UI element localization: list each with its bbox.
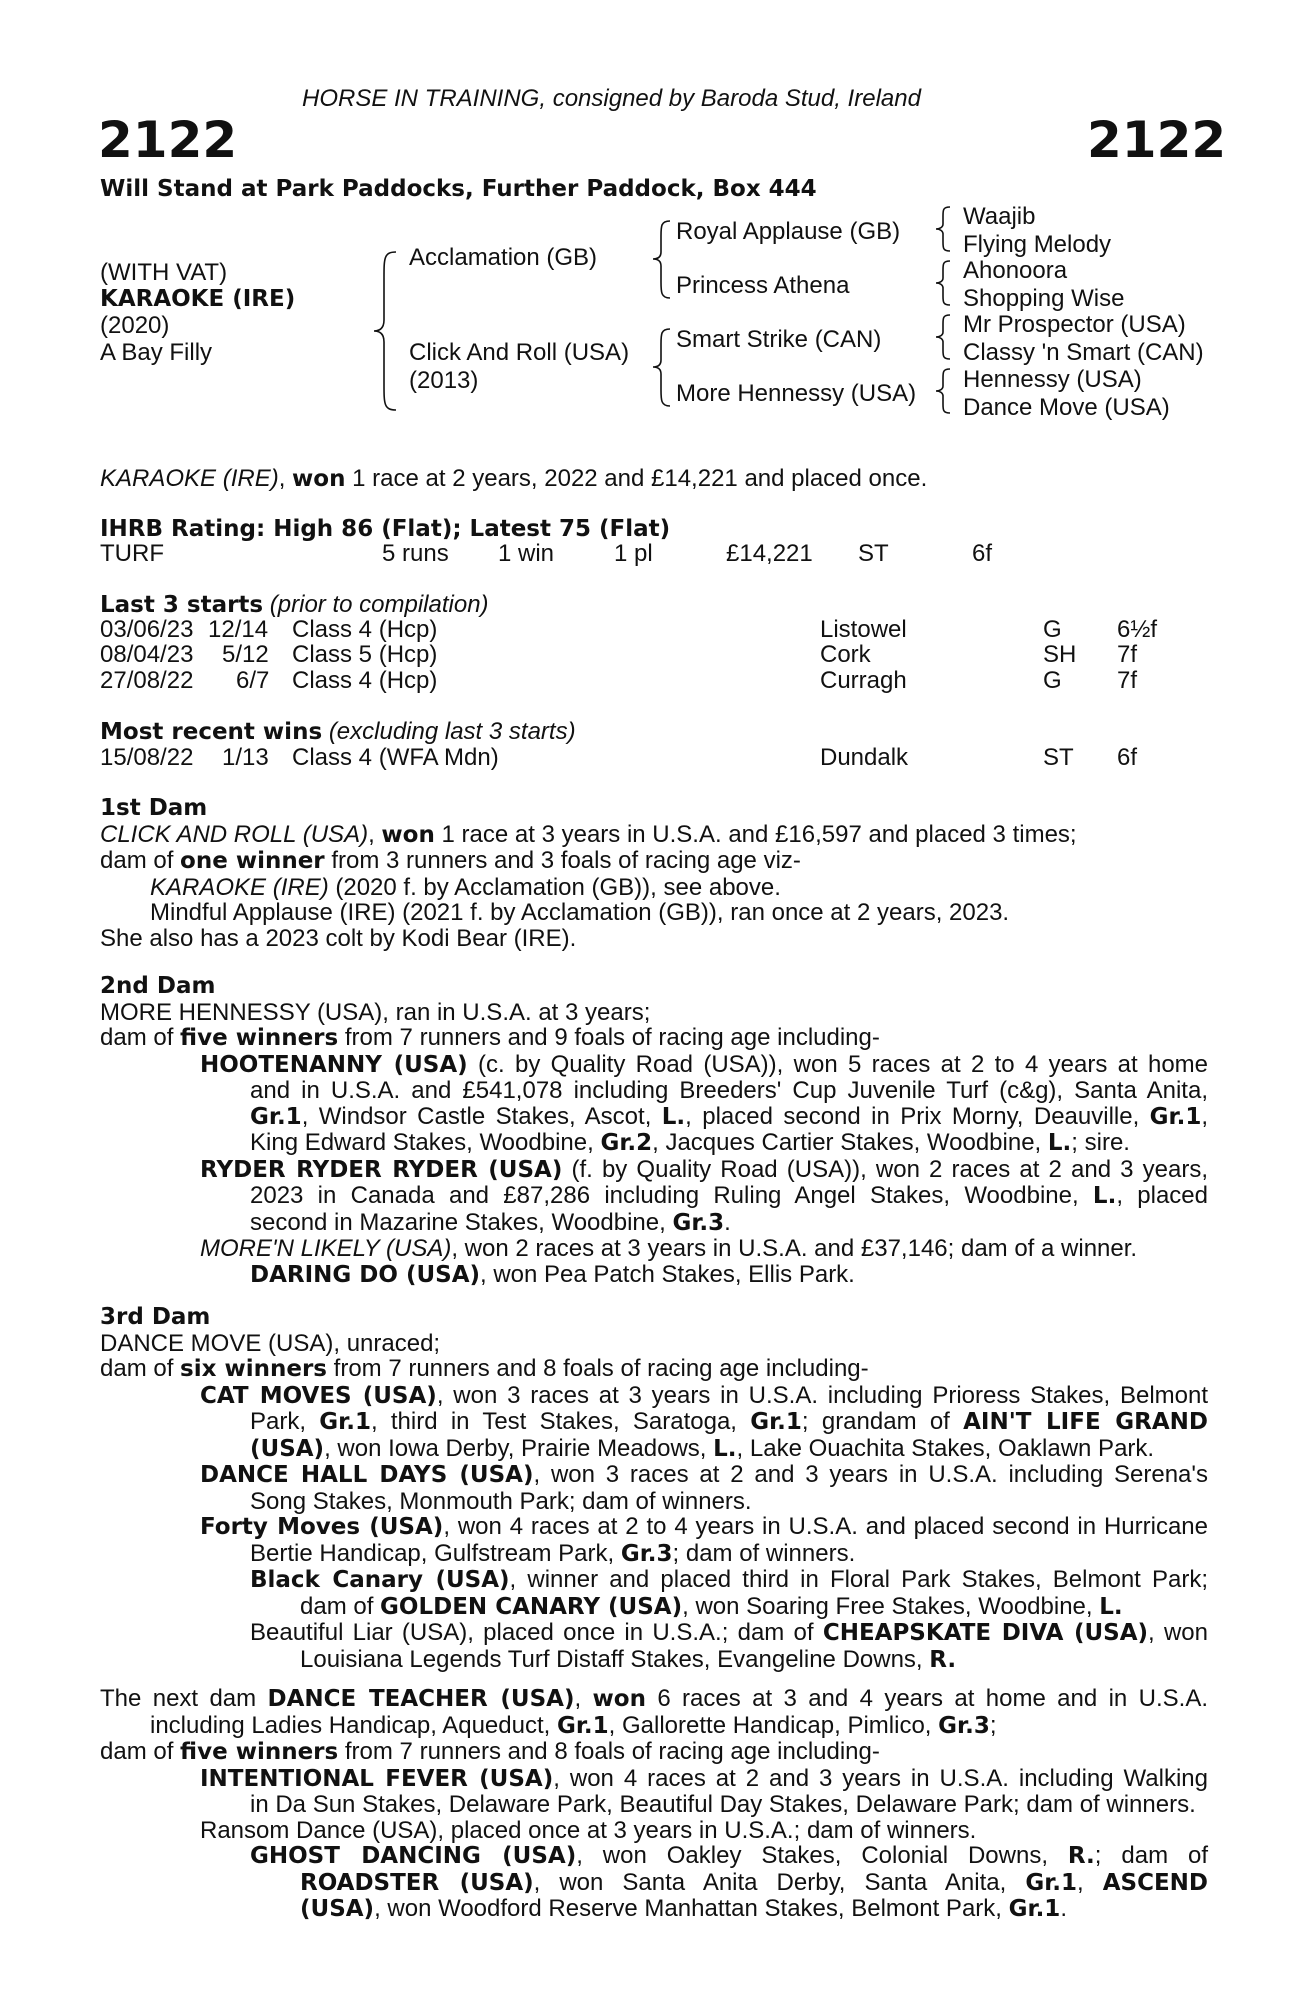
third-dam-line <box>100 1383 1208 1410</box>
row-going: SH <box>1043 641 1077 668</box>
row-course: Dundalk <box>820 744 909 771</box>
row-date: 27/08/22 <box>100 667 194 694</box>
text: Beautiful Liar (USA), placed once in U.S.A.; dam of <box>250 1619 823 1646</box>
winners-text: five winners <box>180 1025 339 1051</box>
horse-name: HOOTENANNY (USA) <box>200 1051 468 1078</box>
last-starts-note: (prior to compilation) <box>269 591 489 618</box>
row-distance: 6f <box>1117 744 1138 771</box>
text: Louisiana Legends Turf Distaff Stakes, Evangeline Downs, <box>300 1645 930 1673</box>
pedigree-dss: Mr Prospector (USA) <box>963 311 1186 338</box>
second-dam-title: 2nd Dam <box>100 973 216 999</box>
third-dam-line <box>100 1462 1208 1489</box>
text: dam of <box>100 1355 181 1382</box>
horse-name: GHOST DANCING (USA) <box>250 1843 577 1869</box>
row-position: 1/13 <box>222 744 269 771</box>
grade: L. <box>1092 1183 1117 1209</box>
third-dam-title: 3rd Dam <box>100 1304 211 1330</box>
horse-name: GOLDEN CANARY (USA) <box>380 1593 683 1620</box>
horse-name: (USA) <box>250 1435 325 1462</box>
text: , won Oakley Stakes, Colonial Downs, <box>576 1842 1068 1869</box>
text: , winner and placed third in Floral Park Stakes, Belmont Park; <box>509 1566 1209 1593</box>
pedigree-sss: Waajib <box>963 203 1036 230</box>
text: 6 races at 3 and 4 years at home and in U.S.A. <box>645 1685 1208 1712</box>
row-distance: 7f <box>1117 641 1138 668</box>
pedigree-brace-dam <box>650 326 674 410</box>
rating-distance: 6f <box>972 540 993 567</box>
text: 1 race at 3 years in U.S.A. and £16,597 and placed 3 times; <box>434 820 1077 848</box>
text: . <box>724 1208 731 1236</box>
horse-name: CAT MOVES (USA) <box>200 1382 437 1409</box>
third-dam-line <box>100 1647 1208 1674</box>
row-class: Class 4 (Hcp) <box>292 616 438 643</box>
horse-year: (2020) <box>100 312 170 339</box>
pedigree-ds: Smart Strike (CAN) <box>676 326 882 353</box>
horse-description: A Bay Filly <box>100 339 213 366</box>
text: 2023 in Canada and £87,286 including Ruling Angel Stakes, Woodbine, <box>250 1182 1093 1209</box>
horse-name: DARING DO (USA) <box>250 1261 481 1288</box>
horse-name: CHEAPSKATE DIVA (USA) <box>822 1620 1149 1646</box>
text: , won Pea Patch Stakes, Ellis Park. <box>480 1260 855 1288</box>
text: , placed <box>1116 1182 1208 1209</box>
rating-runs: 5 runs <box>382 540 449 567</box>
horse-name: INTENTIONAL FEVER (USA) <box>200 1765 554 1792</box>
second-dam-line <box>100 1262 1208 1289</box>
pedigree-sds: Ahonoora <box>963 257 1068 284</box>
pedigree-brace-ss <box>932 204 954 254</box>
summary-text: 1 race at 2 years, 2022 and £14,221 and placed once. <box>345 465 928 492</box>
summary-won: won <box>292 466 346 492</box>
third-dam-line <box>100 1620 1208 1647</box>
rating-earnings: £14,221 <box>726 540 813 567</box>
horse-name: ASCEND <box>1102 1869 1208 1896</box>
text: , won 3 races at 2 and 3 years in U.S.A. including Serena's <box>533 1461 1208 1488</box>
consignment-line: HORSE IN TRAINING, consigned by Baroda Stud, Ireland <box>302 85 921 112</box>
row-class: Class 5 (Hcp) <box>292 641 438 668</box>
grade: Gr.1 <box>1025 1869 1077 1896</box>
rating-placed: 1 pl <box>614 540 653 567</box>
rating-surface: TURF <box>100 540 164 567</box>
row-course: Cork <box>820 641 871 668</box>
pedigree-ddd: Dance Move (USA) <box>963 394 1170 421</box>
pedigree-dam: Click And Roll (USA) <box>409 339 630 366</box>
third-dam-line: Song Stakes, Monmouth Park; dam of winners. <box>250 1487 752 1515</box>
next-dam-line <box>100 1843 1208 1870</box>
pedigree-ssd: Flying Melody <box>963 231 1112 258</box>
text: , third in Test Stakes, Saratoga, <box>370 1408 751 1435</box>
location-line: Will Stand at Park Paddocks, Further Paddock, Box 444 <box>100 176 817 202</box>
grade: L. <box>713 1435 737 1462</box>
lot-number-right: 2122 <box>1087 111 1227 169</box>
won-text: won <box>592 1686 646 1712</box>
text: , Jacques Cartier Stakes, Woodbine, <box>652 1129 1048 1156</box>
third-dam-line <box>100 1436 1208 1463</box>
pedigree-dam-year: (2013) <box>409 367 479 394</box>
grade: Gr.3 <box>620 1540 673 1567</box>
grade: R. <box>929 1646 957 1673</box>
summary-horse-name: KARAOKE (IRE) <box>100 465 279 492</box>
race-summary: KARAOKE (IRE), won 1 race at 2 years, 2022 and £14,221 and placed once. <box>100 465 928 492</box>
text: , <box>1077 1868 1103 1896</box>
grade: Gr.1 <box>750 1409 802 1435</box>
text: Bertie Handicap, Gulfstream Park, <box>250 1539 621 1567</box>
second-dam-line <box>100 1025 1208 1052</box>
text: , won Santa Anita Derby, Santa Anita, <box>533 1868 1026 1896</box>
text: from 7 runners and 9 foals of racing age including- <box>338 1024 880 1051</box>
first-dam-line <box>100 822 1208 849</box>
second-dam-line <box>100 1236 1208 1262</box>
grade: Gr.2 <box>600 1130 653 1156</box>
text: , <box>368 820 382 848</box>
horse-name: MORE'N LIKELY (USA) <box>200 1235 452 1262</box>
text: , Gallorette Handicap, Pimlico, <box>608 1711 939 1739</box>
next-dam-line <box>100 1870 1208 1897</box>
next-dam-line <box>100 1686 1208 1713</box>
text: ; sire. <box>1071 1129 1130 1156</box>
winners-text: one winner <box>180 848 325 874</box>
third-dam-line <box>100 1567 1208 1594</box>
dam-name: CLICK AND ROLL (USA) <box>100 820 369 848</box>
text: The next dam <box>100 1685 268 1712</box>
text: . <box>1060 1895 1067 1922</box>
pedigree-sire: Acclamation (GB) <box>409 244 598 271</box>
text: , won <box>1148 1619 1208 1646</box>
text: (2020 f. by Acclamation (GB)), see above. <box>328 873 781 901</box>
next-dam-line <box>100 1766 1208 1793</box>
text: , won 4 races at 2 to 4 years in U.S.A. and placed second in Hurricane <box>443 1513 1208 1540</box>
text: , <box>574 1685 593 1712</box>
horse-name: DANCE TEACHER (USA) <box>267 1686 575 1712</box>
recent-wins-heading <box>100 719 576 745</box>
third-dam-line <box>100 1541 1208 1568</box>
next-dam-line <box>100 1713 1208 1740</box>
grade: L. <box>661 1103 686 1130</box>
row-going: G <box>1043 616 1062 643</box>
text: from 3 runners and 3 foals of racing age viz- <box>324 847 801 874</box>
row-position: 12/14 <box>208 616 269 643</box>
grade: Gr.3 <box>938 1712 990 1739</box>
text: including Ladies Handicap, Aqueduct, <box>150 1711 557 1739</box>
text: , placed second in Prix Morny, Deauville, <box>685 1102 1150 1130</box>
text: ; dam of winners. <box>672 1539 856 1567</box>
text: ; dam of <box>1094 1842 1208 1869</box>
recent-wins-title: Most recent wins <box>100 719 323 745</box>
row-course: Curragh <box>820 667 907 694</box>
text: , won Soaring Free Stakes, Woodbine, <box>682 1592 1100 1620</box>
second-dam-section <box>100 974 1208 1288</box>
text: King Edward Stakes, Woodbine, <box>250 1129 601 1156</box>
row-class: Class 4 (Hcp) <box>292 667 438 694</box>
horse-name: (USA) <box>300 1896 375 1922</box>
row-date: 08/04/23 <box>100 641 194 668</box>
pedigree-sdd: Shopping Wise <box>963 285 1125 312</box>
grade: Gr.1 <box>1008 1896 1061 1922</box>
third-dam-line: DANCE MOVE (USA), unraced; <box>100 1329 441 1357</box>
text: second in Mazarine Stakes, Woodbine, <box>250 1208 673 1236</box>
horse-name: KARAOKE (IRE) <box>100 286 296 312</box>
lot-number-left: 2122 <box>98 111 238 169</box>
row-position: 6/7 <box>236 667 270 694</box>
grade: Gr.1 <box>1149 1103 1202 1130</box>
second-dam-line: MORE HENNESSY (USA), ran in U.S.A. at 3 years; <box>100 998 651 1026</box>
horse-name: ROADSTER (USA) <box>300 1869 534 1896</box>
next-dam-line <box>100 1896 1208 1923</box>
second-dam-line: and in U.S.A. and £541,078 including Breeders' Cup Juvenile Turf (c&g), Santa Anita, <box>250 1077 1208 1104</box>
grade: Gr.3 <box>672 1209 725 1236</box>
text: (f. by Quality Road (USA)), won 2 races at 2 and 3 years, <box>562 1155 1209 1183</box>
row-distance: 7f <box>1117 667 1138 694</box>
last-starts-heading <box>100 592 489 618</box>
next-dam-line: in Da Sun Stakes, Delaware Park, Beautiful Day Stakes, Delaware Park; dam of winners. <box>250 1791 1196 1818</box>
grade: L. <box>1047 1130 1072 1156</box>
text: , won 2 races at 3 years in U.S.A. and £37,146; dam of a winner. <box>451 1235 1138 1262</box>
first-dam-line: She also has a 2023 colt by Kodi Bear (IRE). <box>100 924 577 952</box>
second-dam-line <box>100 1183 1208 1210</box>
third-dam-line <box>100 1409 1208 1436</box>
row-going: G <box>1043 667 1062 694</box>
text: dam of <box>300 1592 381 1620</box>
pedigree-dsd: Classy 'n Smart (CAN) <box>963 339 1204 366</box>
row-going: ST <box>1043 744 1074 771</box>
row-position: 5/12 <box>222 641 269 668</box>
text: , <box>1201 1102 1209 1130</box>
horse-name: Forty Moves (USA) <box>200 1514 444 1540</box>
winners-text: five winners <box>180 1739 339 1765</box>
last-starts-title: Last 3 starts <box>100 592 264 618</box>
winners-text: six winners <box>180 1356 327 1382</box>
pedigree-sd: Princess Athena <box>676 272 850 299</box>
rating-going: ST <box>858 540 889 567</box>
second-dam-line <box>100 1210 1208 1237</box>
grade: Gr.1 <box>319 1409 371 1435</box>
text: , won Woodford Reserve Manhattan Stakes, Belmont Park, <box>374 1895 1009 1922</box>
horse-name: DANCE HALL DAYS (USA) <box>200 1462 534 1488</box>
pedigree-dd: More Hennessy (USA) <box>676 380 917 407</box>
third-dam-section <box>100 1305 1208 1673</box>
vat-note: (WITH VAT) <box>100 259 228 286</box>
row-class: Class 4 (WFA Mdn) <box>292 744 499 771</box>
text: Park, <box>250 1408 320 1435</box>
text: (c. by Quality Road (USA)), won 5 races at 2 to 4 years at home <box>467 1050 1209 1078</box>
row-course: Listowel <box>820 616 907 643</box>
next-dam-line: Ransom Dance (USA), placed once at 3 years in U.S.A.; dam of winners. <box>200 1816 977 1844</box>
foal-name: KARAOKE (IRE) <box>150 873 329 901</box>
text: , won 3 races at 3 years in U.S.A. including Prioress Stakes, Belmont <box>436 1381 1209 1409</box>
pedigree-dds: Hennessy (USA) <box>963 366 1142 393</box>
pedigree-brace-main <box>370 248 400 414</box>
won-text: won <box>381 821 435 848</box>
third-dam-line <box>100 1514 1208 1541</box>
text: , won Iowa Derby, Prairie Meadows, <box>324 1434 714 1462</box>
second-dam-line <box>100 1157 1208 1184</box>
pedigree-brace-ds <box>932 312 954 362</box>
first-dam-section <box>100 796 1208 951</box>
first-dam-line <box>100 875 1208 901</box>
grade: R. <box>1067 1843 1095 1869</box>
text: dam of <box>100 1024 181 1051</box>
pedigree-ss: Royal Applause (GB) <box>676 218 901 245</box>
row-date: 03/06/23 <box>100 616 194 643</box>
pedigree-brace-sd <box>932 258 954 308</box>
horse-name: RYDER RYDER RYDER (USA) <box>200 1156 563 1183</box>
recent-wins-note: (excluding last 3 starts) <box>328 718 576 745</box>
next-dam-section <box>100 1686 1208 1923</box>
text: dam of <box>100 847 181 874</box>
text: , Lake Ouachita Stakes, Oaklawn Park. <box>736 1434 1155 1462</box>
text: dam of <box>100 1738 181 1765</box>
pedigree-brace-dd <box>932 366 954 416</box>
third-dam-line <box>100 1356 1208 1383</box>
horse-name: Black Canary (USA) <box>250 1567 510 1593</box>
text: ; <box>989 1711 997 1739</box>
first-dam-title: 1st Dam <box>100 795 208 821</box>
row-date: 15/08/22 <box>100 744 194 771</box>
row-distance: 6½f <box>1117 616 1158 643</box>
next-dam-line <box>100 1739 1208 1766</box>
grade: Gr.1 <box>250 1103 302 1130</box>
rating-wins: 1 win <box>498 540 555 567</box>
second-dam-line <box>100 1130 1208 1157</box>
text: ; grandam of <box>801 1408 964 1435</box>
text: , won 4 races at 2 and 3 years in U.S.A. including Walking <box>553 1764 1209 1792</box>
text: from 7 runners and 8 foals of racing age including- <box>338 1738 880 1765</box>
pedigree-brace-sire <box>650 218 674 302</box>
third-dam-line <box>100 1594 1208 1621</box>
rating-title: IHRB Rating: High 86 (Flat); Latest 75 (Flat) <box>100 516 671 542</box>
grade: L. <box>1099 1593 1123 1620</box>
text: , Windsor Castle Stakes, Ascot, <box>301 1102 662 1130</box>
second-dam-line <box>100 1052 1208 1079</box>
horse-name: AIN'T LIFE GRAND <box>963 1409 1208 1435</box>
first-dam-line: Mindful Applause (IRE) (2021 f. by Acclamation (GB)), ran once at 2 years, 2023. <box>150 899 1010 926</box>
first-dam-line <box>100 848 1208 875</box>
text: from 7 runners and 8 foals of racing age including- <box>326 1355 869 1382</box>
second-dam-line <box>100 1104 1208 1131</box>
grade: Gr.1 <box>556 1712 609 1739</box>
